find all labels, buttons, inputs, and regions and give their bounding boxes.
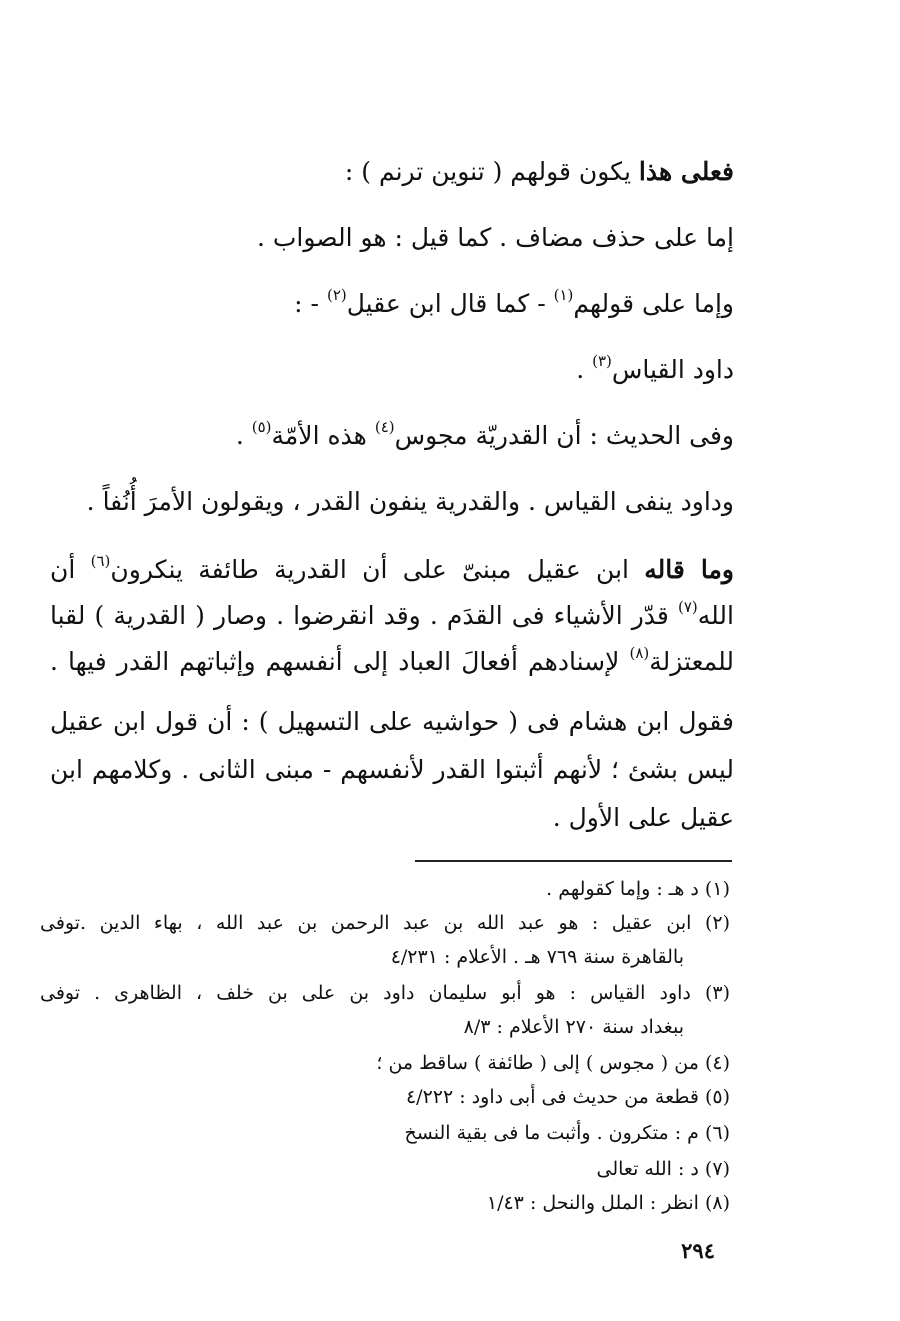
- footnote: (٤) من ( مجوس ) إلى ( طائفة ) ساقط من ؛: [376, 1052, 730, 1074]
- text-line: وداود ينفى القياس . والقدرية ينفون القدر ، ويقولون الأمرَ أُنُفاً .: [86, 487, 734, 516]
- footnote: (٨) انظر : الملل والنحل : ١/٤٣: [486, 1192, 730, 1214]
- text-line: للمعتزلة$^{(٨)}$ لإسنادهم أفعالَ العباد إلى أنفسهم وإثباتهم القدر فيها .: [50, 644, 734, 676]
- footnote-continuation: ببغداد سنة ٢٧٠ الأعلام : ٨/٣: [463, 1016, 684, 1038]
- footnote-ref: (٤): [374, 418, 395, 436]
- text-line: داود القياس$^{(٣)}$ .: [576, 352, 734, 384]
- text-line: فقول ابن هشام فى ( حواشيه على التسهيل ) : أن قول ابن عقيل: [50, 707, 734, 736]
- footnote-ref: (٨): [629, 644, 650, 662]
- footnote-ref: (١): [553, 286, 574, 304]
- text-line: عقيل على الأول .: [552, 803, 734, 832]
- footnote: (١) د هـ : وإما كقولهم .: [546, 878, 730, 900]
- text-line: إما على حذف مضاف . كما قيل : هو الصواب .: [256, 223, 734, 252]
- text-line: وما قاله ابن عقيل مبنىّ على أن القدرية طائفة ينكرون$^{(٦)}$ أن: [50, 552, 735, 584]
- text-line: وإما على قولهم$^{(١)}$ - كما قال ابن عقيل$^{(٢)}$ - :: [294, 286, 734, 318]
- footnote-divider: [415, 860, 732, 862]
- bold-lead: وما قاله: [644, 555, 735, 584]
- text-line: فعلى هذا يكون قولهم ( تنوين ترنم ) :: [344, 157, 734, 186]
- footnote: (٣) داود القياس : هو أبو سليمان داود بن على بن خلف ، الظاهرى . توفى: [40, 982, 730, 1004]
- footnote-ref: (٢): [326, 286, 347, 304]
- text-line: الله$^{(٧)}$ قدّر الأشياء فى القدَم . وقد انقرضوا . وصار ( القدرية ) لقبا: [50, 598, 734, 630]
- text-line: ليس بشئ ؛ لأنهم أثبتوا القدر لأنفسهم - مبنى الثانى . وكلامهم ابن: [50, 755, 734, 784]
- text-line: وفى الحديث : أن القدريّة مجوس$^{(٤)}$ هذه الأمّة$^{(٥)}$ .: [235, 418, 734, 450]
- footnote-ref: (٧): [677, 598, 698, 616]
- footnote: (٢) ابن عقيل : هو عبد الله بن عبد الرحمن بن عبد الله ، بهاء الدين .توفى: [40, 912, 730, 934]
- bold-lead: فعلى هذا: [638, 157, 734, 186]
- footnote-ref: (٥): [251, 418, 272, 436]
- footnote-ref: (٣): [592, 352, 612, 370]
- footnote-ref: (٦): [90, 552, 111, 570]
- footnote: (٥) قطعة من حديث فى أبى داود : ٤/٢٢٢: [405, 1086, 730, 1108]
- page-number: ٢٩٤: [681, 1238, 715, 1263]
- footnote-continuation: بالقاهرة سنة ٧٦٩ هـ . الأعلام : ٤/٢٣١: [390, 946, 684, 968]
- footnote: (٦) م : متكرون . وأثبت ما فى بقية النسخ: [404, 1122, 730, 1144]
- footnote: (٧) د : الله تعالى: [596, 1158, 730, 1180]
